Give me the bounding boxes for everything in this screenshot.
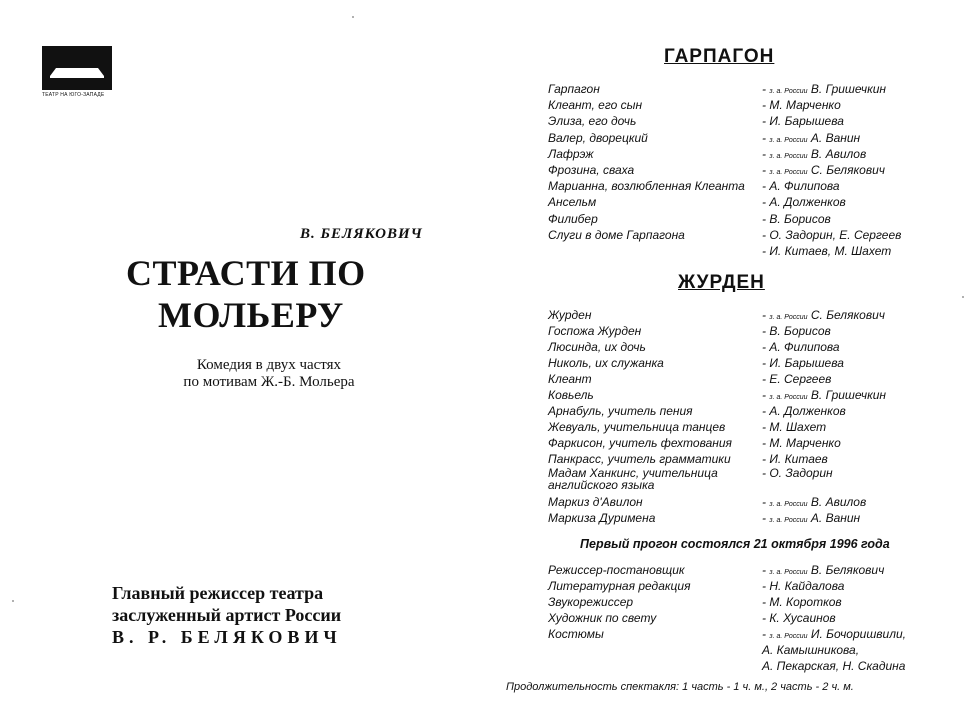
role-name: Клеант, его сын [548,98,643,113]
dash: - [762,146,770,161]
actor-name: - О. Задорин [762,466,833,480]
theatre-logo-icon [42,46,112,90]
dash: - [762,130,770,145]
rank-label: з. а. России [769,394,808,401]
subtitle-line-1: Комедия в двух частях [196,357,342,373]
actor-text: С. Белякович [810,308,885,322]
actor-name: - И. Китаев [762,452,828,466]
rank-label: з. а. России [769,517,808,524]
role-name: Мадам Ханкинс, учительница [548,466,718,480]
subtitle-line-2: по мотивам Ж.-Б. Мольера [183,374,355,390]
actor-name: - В. Борисов [762,211,831,226]
role-name: Арнабуль, учитель пения [548,404,693,418]
dash: - [762,308,770,322]
actor-name [762,627,906,644]
role-name: Маркиза Дуримена [548,511,656,525]
actor-name: А. Камышникова, [762,643,860,657]
role-name: Николь, их служанка [548,356,664,370]
role-name: Звукорежиссер [548,595,634,609]
theatre-logo [42,46,112,98]
author-name: В. БЕЛЯКОВИЧ [300,226,423,242]
dash: - [762,511,770,525]
cast-row [548,195,968,211]
role-name: Слуги в доме Гарпагона [548,227,685,242]
print-speck [962,296,964,298]
actor-name: - Н. Кайдалова [762,579,845,593]
print-speck [352,16,354,18]
cast-row [548,388,968,404]
role-name: Жевуаль, учительница танцев [548,420,726,434]
play-title [126,252,366,336]
role-name: Костюмы [548,627,604,641]
cast-row [548,82,968,98]
cast-row [548,436,968,452]
cast-row [548,404,968,420]
role-name: Гарпагон [548,82,600,96]
cast-row [548,324,968,340]
premiere-note: Первый прогон состоялся 21 октября 1996 года [580,537,890,551]
cast-row [548,511,968,527]
cast-row [548,179,968,195]
actor-text: А. Ванин [810,130,861,145]
cast-row [548,495,968,511]
role-name: Фрозина, сваха [548,163,635,177]
print-speck [12,600,14,602]
duration-note: Продолжительность спектакля: 1 часть - 1 ч. м., 2 часть - 2 ч. м. [506,681,854,693]
rank-label: з. а. России [769,152,808,160]
title-line-2: МОЛЬЕРУ [158,295,344,335]
cast-row [548,340,968,356]
role-name: Валер, дворецкий [548,130,648,145]
section-title-jourdain: ЖУРДЕН [678,272,765,293]
cast-row [548,478,968,494]
role-name: Литературная редакция [548,579,691,593]
cast-row [548,244,968,260]
actor-name [762,163,885,180]
rank-label: з. а. России [769,88,808,95]
actor-text: В. Гришечкин [810,388,887,402]
actor-name [762,131,860,148]
actor-name: - Е. Сергеев [762,372,832,386]
actor-text: В. Белякович [810,563,885,577]
actor-text: В. Авилов [810,146,867,161]
role-name: Маркиз д'Авилон [548,495,643,509]
cast-row [548,627,968,643]
logo-caption: ТЕАТР НА ЮГО-ЗАПАДЕ [42,92,105,98]
actor-text: И. Бочоришвили, [810,627,906,641]
actor-name [762,388,886,405]
role-name: Ансельм [548,195,597,210]
cast-row [548,579,968,595]
actor-text: С. Белякович [810,163,885,177]
dash: - [762,163,770,177]
cast-row [548,611,968,627]
actor-text: В. Гришечкин [810,82,887,96]
actor-name [762,511,860,528]
cast-row [548,563,968,579]
role-name: Художник по свету [548,611,657,625]
actor-name: - В. Борисов [762,324,831,338]
actor-name: - М. Марченко [762,98,841,113]
actor-name: - М. Шахет [762,420,827,434]
actor-name: - И. Барышева [762,114,844,129]
role-name: Ковьель [548,388,594,402]
actor-name: - А. Долженков [762,404,846,418]
director-line-1: Главный режиссер театра [112,583,324,603]
actor-name [762,495,866,512]
rank-label: з. а. России [769,633,808,640]
rank-label: з. а. России [769,314,808,321]
dash: - [762,495,770,509]
cast-row [548,163,968,179]
actor-name: - М. Коротков [762,595,842,609]
cast-row [548,372,968,388]
cast-row [548,643,968,659]
actor-name [762,308,885,325]
actor-text: В. Авилов [810,495,867,509]
rank-label: з. а. России [769,501,808,508]
actor-name: - И. Китаев, М. Шахет [762,244,892,258]
cast-row [548,420,968,436]
actor-text: А. Ванин [810,511,861,525]
actor-name: - О. Задорин, Е. Сергеев [762,227,902,242]
rank-label: з. а. России [769,569,808,576]
role-name: Лафрэж [548,146,594,161]
cast-row [548,228,968,244]
role-name: Элиза, его дочь [548,114,637,129]
actor-name: - М. Марченко [762,436,841,450]
role-name: Марианна, возлюбленная Клеанта [548,179,745,194]
dash: - [762,627,770,641]
actor-name: - А. Филипова [762,179,840,194]
dash: - [762,82,770,96]
role-name: Панкрасс, учитель грамматики [548,452,731,466]
director-line-2: заслуженный артист России [112,605,342,625]
rank-label: з. а. России [769,169,808,176]
cast-row [548,595,968,611]
actor-name: - А. Долженков [762,195,846,210]
cast-row [548,131,968,147]
cast-row [548,212,968,228]
actor-name [762,563,884,580]
actor-name [762,147,866,164]
title-line-1: СТРАСТИ ПО [126,253,366,293]
dash: - [762,388,770,402]
role-name: английского языка [548,478,655,492]
role-name: Филибер [548,211,598,226]
director-credit [112,582,342,648]
cast-row [548,147,968,163]
role-name: Люсинда, их дочь [548,340,646,354]
cast-row [548,98,968,114]
actor-name: - И. Барышева [762,356,844,370]
section-title-harpagon: ГАРПАГОН [664,46,775,67]
cast-row [548,114,968,130]
role-name: Фаркисон, учитель фехтования [548,436,732,450]
role-name: Госпожа Журден [548,324,642,338]
role-name: Журден [548,308,592,322]
actor-name: - А. Филипова [762,340,840,354]
role-name: Клеант [548,372,592,386]
cast-row [548,356,968,372]
rank-label: з. а. России [769,136,808,144]
dash: - [762,563,770,577]
actor-name: - К. Хусаинов [762,611,836,625]
actor-name: А. Пекарская, Н. Скадина [762,659,906,673]
cast-row [548,659,968,675]
actor-name [762,82,886,99]
cast-row [548,308,968,324]
director-line-3: В. Р. БЕЛЯКОВИЧ [112,627,342,647]
play-subtitle [164,357,374,391]
role-name: Режиссер-постановщик [548,563,685,577]
